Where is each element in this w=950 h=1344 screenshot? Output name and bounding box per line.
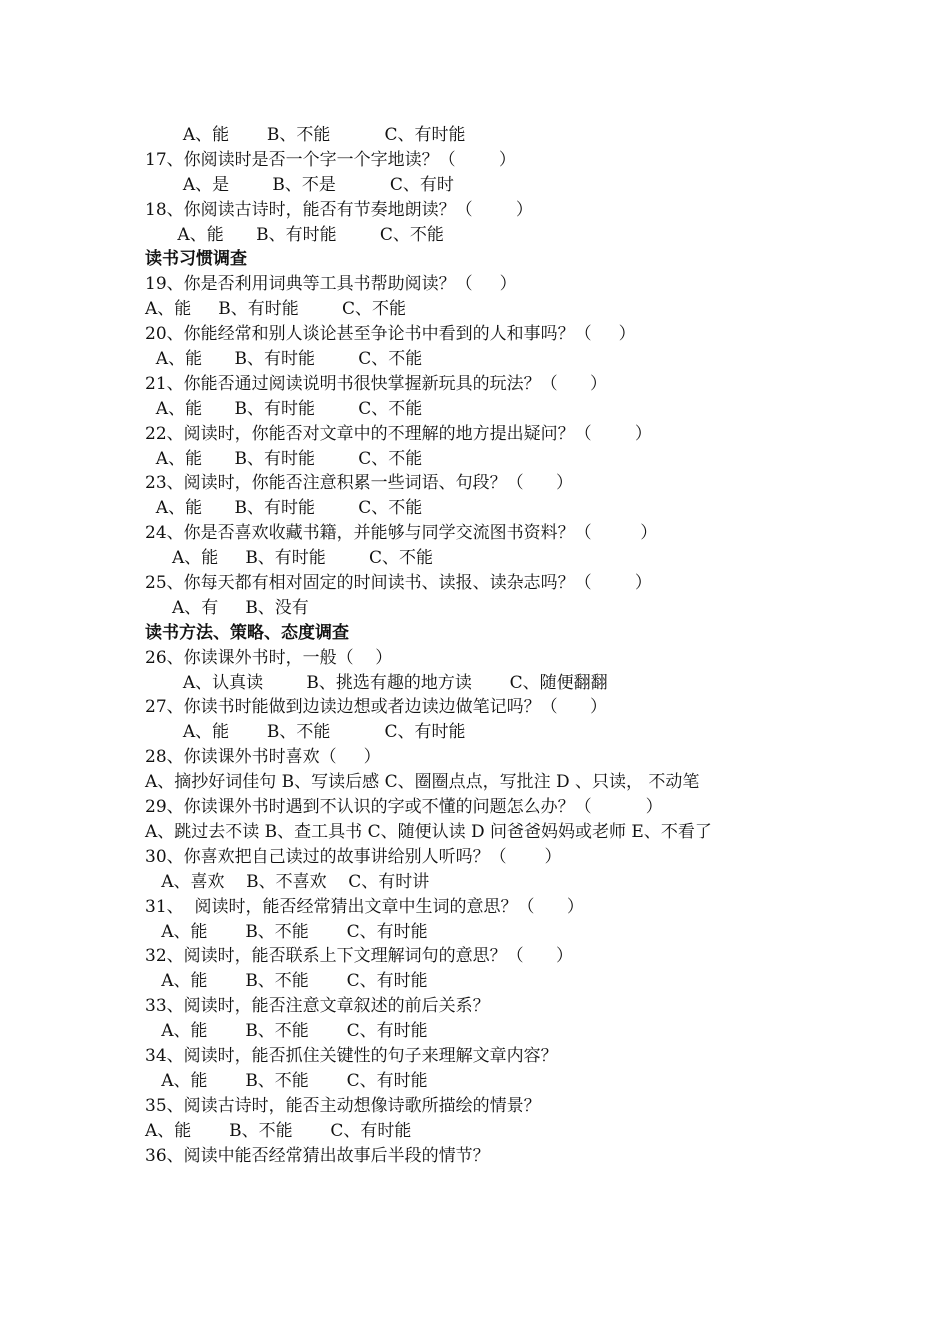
question-text: 27、你读书时能做到边读边想或者边读边做笔记吗？（ ） — [145, 697, 608, 718]
question-text: 30、你喜欢把自己读过的故事讲给别人听吗？（ ） — [145, 846, 562, 867]
section-heading: 读书方法、策略、态度调查 — [145, 622, 349, 643]
answer-options: A、能 B、有时能 C、不能 — [145, 398, 423, 419]
question-text: 28、你读课外书时喜欢（ ） — [145, 747, 381, 768]
answer-options: A、能 B、有时能 C、不能 — [145, 498, 423, 519]
answer-options: A、能 B、有时能 C、不能 — [145, 224, 444, 245]
question-text: 25、你每天都有相对固定的时间读书、读报、读杂志吗？（ ） — [145, 573, 652, 594]
answer-options: A、跳过去不读 B、查工具书 C、随便认读 D 问爸爸妈妈或老师 E、不看了 — [145, 821, 712, 842]
answer-options: A、能 B、不能 C、有时能 — [145, 125, 466, 145]
question-text: 29、你读课外书时遇到不认识的字或不懂的问题怎么办？（ ） — [145, 797, 663, 818]
question-text: 32、阅读时，能否联系上下文理解词句的意思？（ ） — [145, 946, 574, 967]
answer-options: A、能 B、不能 C、有时能 — [145, 971, 428, 992]
question-text: 26、你读课外书时，一般（ ） — [145, 647, 393, 668]
answer-options: A、能 B、有时能 C、不能 — [145, 299, 407, 320]
question-text: 18、你阅读古诗时，能否有节奏地朗读？（ ） — [145, 199, 533, 220]
answer-options: A、能 B、不能 C、有时能 — [145, 1070, 428, 1091]
answer-options: A、能 B、不能 C、有时能 — [145, 1021, 428, 1042]
question-text: 23、阅读时，你能否注意积累一些词语、句段？（ ） — [145, 473, 574, 494]
question-text: 19、你是否利用词典等工具书帮助阅读？（ ） — [145, 274, 517, 295]
answer-options: A、能 B、不能 C、有时能 — [145, 1120, 412, 1141]
question-text: 34、阅读时，能否抓住关键性的句子来理解文章内容？ — [145, 1045, 558, 1066]
question-text: 24、你是否喜欢收藏书籍，并能够与同学交流图书资料？（ ） — [145, 523, 658, 544]
question-text: 22、阅读时，你能否对文章中的不理解的地方提出疑问？（ ） — [145, 423, 652, 444]
answer-options: A、能 B、有时能 C、不能 — [145, 349, 423, 370]
answer-options: A、能 B、有时能 C、不能 — [145, 448, 423, 469]
question-text: 20、你能经常和别人谈论甚至争论书中看到的人和事吗？（ ） — [145, 324, 636, 345]
question-text: 21、你能否通过阅读说明书很快掌握新玩具的玩法？（ ） — [145, 373, 608, 394]
answer-options: A、是 B、不是 C、有时 — [145, 174, 454, 195]
answer-options: A、有 B、没有 — [145, 597, 309, 618]
question-text: 17、你阅读时是否一个字一个字地读？（ ） — [145, 149, 516, 170]
answer-options: A、能 B、有时能 C、不能 — [145, 548, 434, 569]
answer-options: A、能 B、不能 C、有时能 — [145, 921, 428, 942]
answer-options: A、认真读 B、挑选有趣的地方读 C、随便翻翻 — [145, 672, 608, 693]
question-text: 35、阅读古诗时，能否主动想像诗歌所描绘的情景？ — [145, 1095, 541, 1116]
question-text: 36、阅读中能否经常猜出故事后半段的情节？ — [145, 1145, 490, 1166]
answer-options: A、摘抄好词佳句 B、写读后感 C、圈圈点点，写批注 D 、只读， 不动笔 — [145, 772, 700, 793]
answer-options: A、喜欢 B、不喜欢 C、有时讲 — [145, 871, 430, 892]
section-heading: 读书习惯调查 — [145, 249, 247, 270]
answer-options: A、能 B、不能 C、有时能 — [145, 722, 466, 743]
question-text: 33、阅读时，能否注意文章叙述的前后关系？ — [145, 996, 490, 1017]
question-text: 31、 阅读时，能否经常猜出文章中生词的意思？（ ） — [145, 896, 584, 917]
document-page — [145, 123, 815, 1168]
